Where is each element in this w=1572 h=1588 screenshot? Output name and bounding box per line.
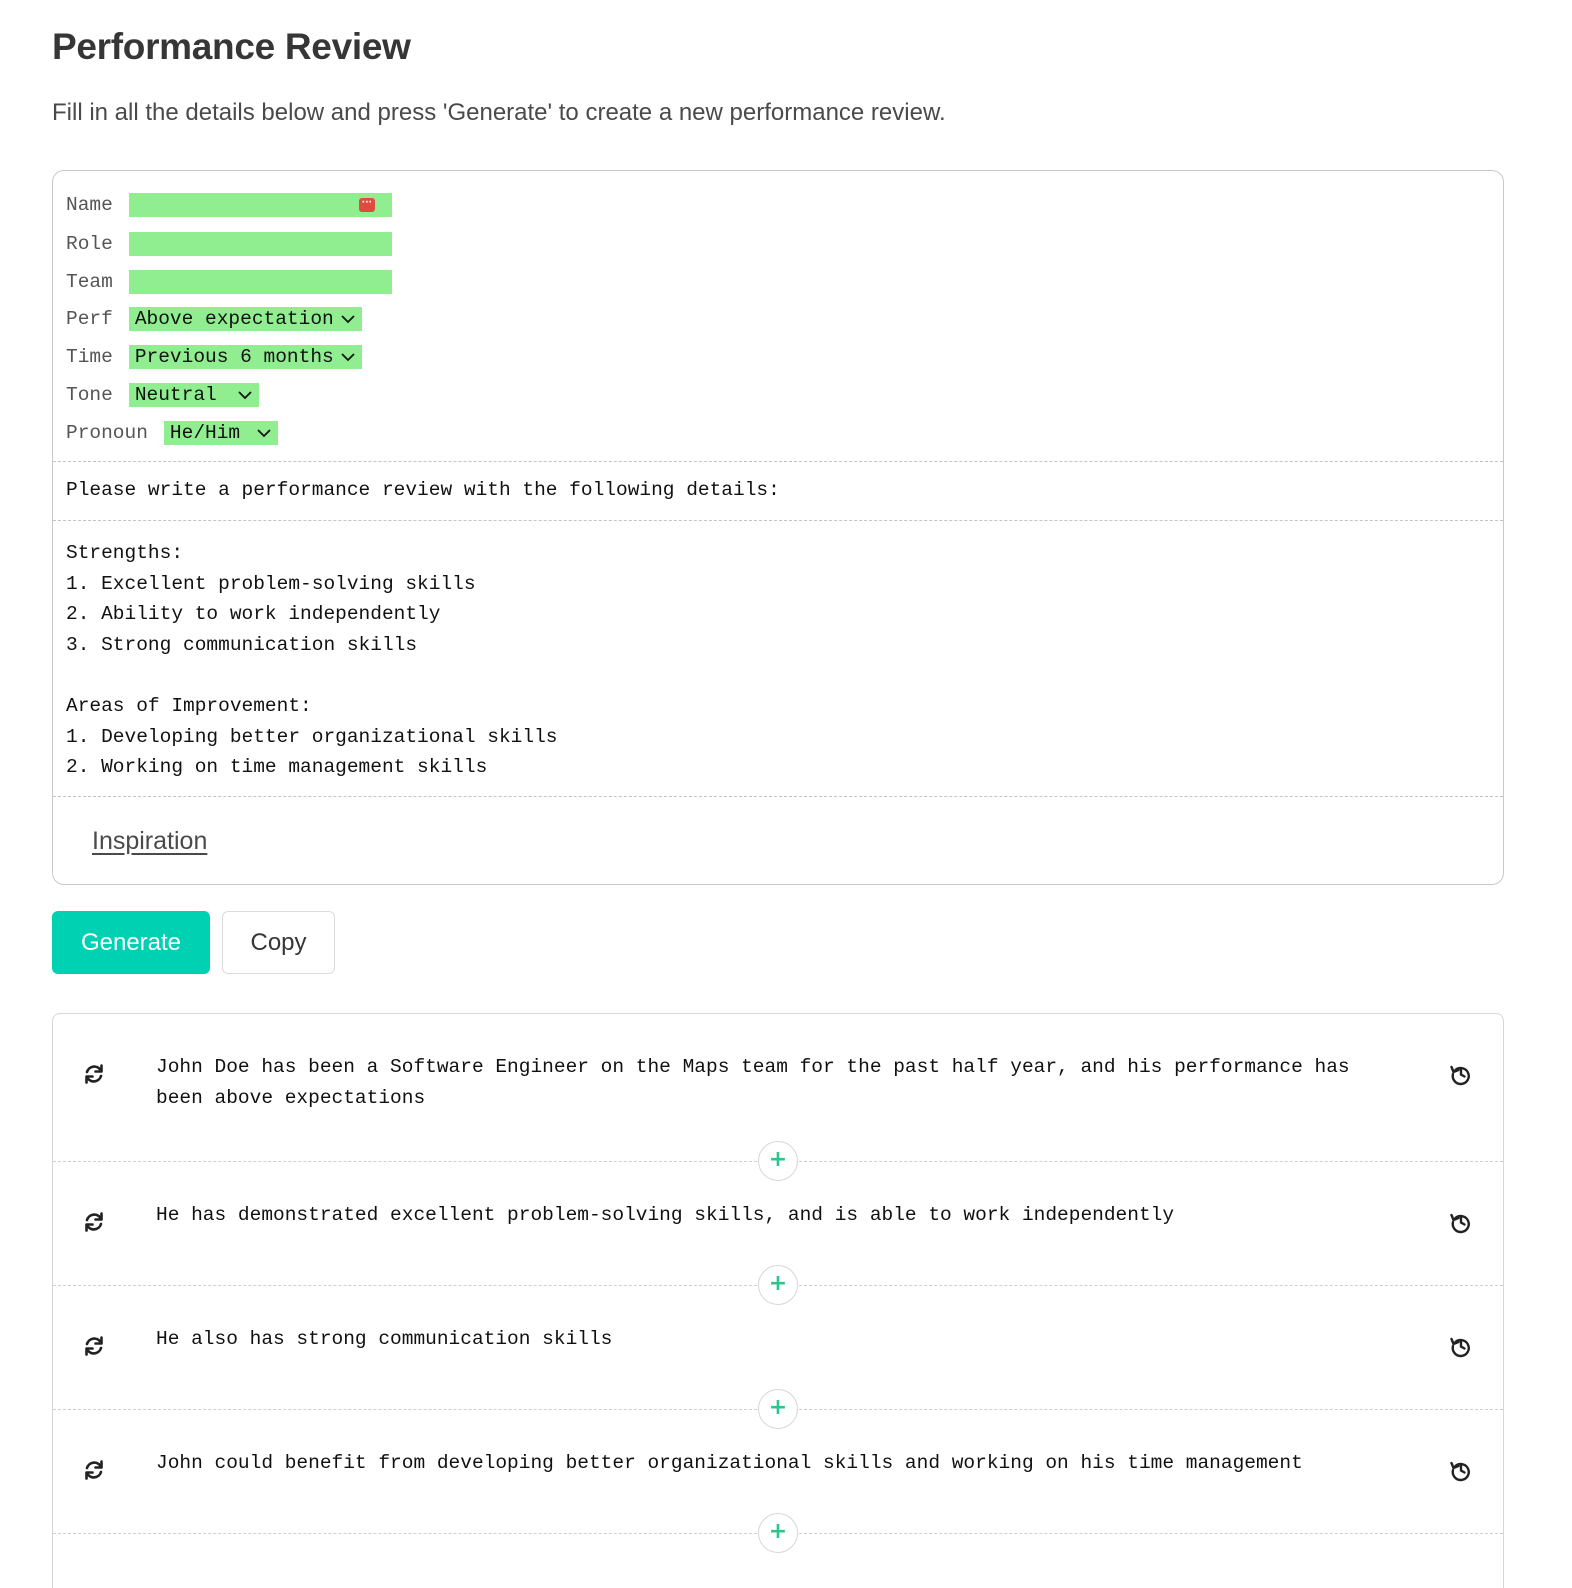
tone-label: Tone (66, 384, 113, 406)
add-sentence-button[interactable]: + (758, 1389, 798, 1429)
form-divider (53, 796, 1503, 797)
pronoun-select[interactable] (164, 421, 278, 445)
time-select[interactable] (129, 345, 362, 369)
perf-select[interactable] (129, 307, 362, 331)
copy-button[interactable]: Copy (222, 911, 335, 974)
chevron-down-icon (340, 311, 356, 327)
page-title: Performance Review (52, 26, 411, 67)
history-icon[interactable] (1449, 1334, 1473, 1358)
chevron-down-icon (340, 349, 356, 365)
time-value: Previous 6 months (134, 346, 334, 368)
refresh-icon[interactable] (82, 1458, 106, 1482)
form-divider (53, 520, 1503, 521)
tone-value: Neutral (134, 384, 217, 406)
history-icon[interactable] (1449, 1062, 1473, 1086)
name-input[interactable] (129, 193, 392, 217)
perf-label: Perf (66, 308, 113, 330)
team-row (66, 270, 392, 294)
sentence-text[interactable]: John could benefit from developing better organizational skills and working on his time management (156, 1452, 1303, 1474)
chevron-down-icon (237, 387, 253, 403)
chevron-down-icon (256, 425, 272, 441)
notes-textarea[interactable]: Strengths: 1. Excellent problem-solving skills 2. Ability to work independently 3. Strong communication skills Areas of Improvement: 1. Developing better organizational skills 2. Working on time management skills (66, 542, 558, 779)
form-divider (53, 461, 1503, 462)
refresh-icon[interactable] (82, 1062, 106, 1086)
tone-select[interactable] (129, 383, 259, 407)
role-row (66, 232, 392, 256)
ellipsis-badge-icon[interactable]: ··· (359, 198, 375, 212)
history-icon[interactable] (1449, 1210, 1473, 1234)
role-input[interactable] (129, 232, 392, 256)
add-sentence-button[interactable]: + (758, 1513, 798, 1553)
tone-row (66, 383, 259, 407)
history-icon[interactable] (1449, 1458, 1473, 1482)
prompt-text[interactable]: Please write a performance review with the following details: (66, 479, 780, 501)
team-input[interactable] (129, 270, 392, 294)
add-sentence-button[interactable]: + (758, 1265, 798, 1305)
page-subtitle: Fill in all the details below and press 'Generate' to create a new performance review. (52, 99, 946, 126)
pronoun-row (66, 421, 278, 445)
team-label: Team (66, 271, 113, 293)
inspiration-link[interactable]: Inspiration (92, 827, 208, 855)
perf-row (66, 307, 362, 331)
role-label: Role (66, 233, 113, 255)
perf-value: Above expectation (134, 308, 334, 330)
sentence-text[interactable]: John Doe has been a Software Engineer on the Maps team for the past half year, and his performance has been above expectations (156, 1056, 1350, 1109)
generate-button[interactable]: Generate (52, 911, 210, 974)
time-row (66, 345, 362, 369)
review-form (52, 170, 1504, 885)
refresh-icon[interactable] (82, 1334, 106, 1358)
pronoun-value: He/Him (169, 422, 241, 444)
name-label: Name (66, 194, 113, 216)
pronoun-label: Pronoun (66, 422, 148, 444)
add-sentence-button[interactable]: + (758, 1141, 798, 1181)
refresh-icon[interactable] (82, 1210, 106, 1234)
name-row (66, 193, 392, 217)
time-label: Time (66, 346, 113, 368)
sentence-text[interactable]: He has demonstrated excellent problem-solving skills, and is able to work independently (156, 1204, 1175, 1226)
sentence-text[interactable]: He also has strong communication skills (156, 1328, 613, 1350)
generated-review (52, 1013, 1504, 1588)
